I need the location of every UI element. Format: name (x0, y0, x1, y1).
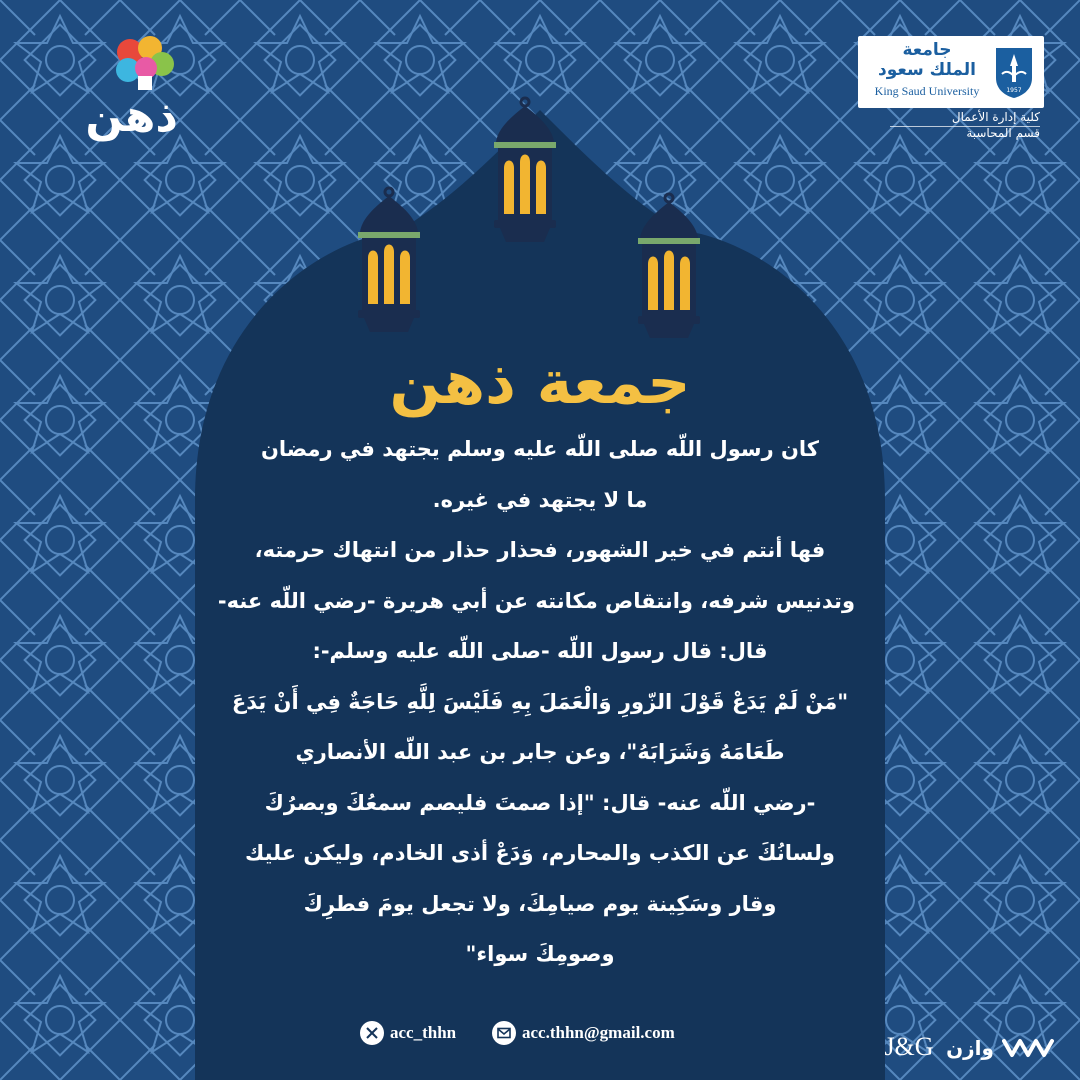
brain-puzzle-icon (108, 34, 178, 92)
ksu-english-name: King Saud University (874, 84, 980, 98)
wazn-mark-icon (1002, 1037, 1058, 1059)
ksu-logo-card (858, 36, 1044, 108)
email-address: acc.thhn@gmail.com (522, 1023, 675, 1042)
body-line: فها أنتم في خير الشهور، فحذار حذار من انتهاك حرمته، (254, 538, 826, 562)
body-line: طَعَامَهُ وَشَرَابَهُ"، وعن جابر بن عبد اللّه الأنصاري (295, 740, 785, 764)
body-line: ما لا يجتهد في غيره. (432, 487, 648, 512)
body-line: وصومِكَ سواء" (465, 942, 615, 966)
email-link[interactable] (492, 1016, 675, 1050)
lantern-left-icon (352, 186, 426, 336)
x-handle: acc_thhn (390, 1023, 457, 1042)
wazn-wordmark: وازن (946, 1036, 994, 1060)
wazn-logo (942, 1034, 1062, 1062)
thhn-wordmark: ذهن (85, 91, 178, 142)
body-line: "مَنْ لَمْ يَدَعْ قَوْلَ الزّورِ وَالْعَمَلَ بِهِ فَلَيْسَ لِلَّهِ حَاجَةٌ فِي أَنْ يَدَعَ (231, 689, 849, 714)
contact-bar (360, 1016, 720, 1050)
body-line: قال: قال رسول اللّه -صلى اللّه عليه وسلم-: (312, 639, 768, 663)
poster-title: جمعة ذهن (389, 348, 691, 418)
ksu-department-name: قسم المحاسبة (966, 126, 1040, 140)
x-logo-icon (360, 1021, 384, 1045)
ksu-college-name: كلية إدارة الأعمال (951, 110, 1040, 124)
body-line: -رضي اللّه عنه- قال: "إذا صمتَ فليصم سمعُكَ وبصرُكَ (264, 790, 816, 815)
ksu-arabic-line2: الملك سعود (878, 60, 976, 80)
body-line: ولسانُكَ عن الكذب والمحارم، وَدَعْ أذى الخادم، وليكن عليك (245, 841, 835, 865)
lantern-center-icon (488, 96, 562, 246)
x-handle-link[interactable] (360, 1016, 456, 1050)
lantern-right-icon (632, 192, 706, 342)
envelope-icon (492, 1021, 516, 1045)
body-line: كان رسول اللّه صلى اللّه عليه وسلم يجتهد في رمضان (261, 437, 819, 461)
jg-logo: J&G (884, 1032, 934, 1061)
ksu-crest-year: 1957 (1006, 87, 1022, 94)
ksu-crest-icon (992, 44, 1036, 100)
ksu-arabic-line1: جامعة (902, 40, 952, 60)
body-line: وقار وسَكِينة يوم صيامِكَ، ولا تجعل يومَ فطرِكَ (303, 891, 777, 916)
body-line: وتدنيس شرفه، وانتقاص مكانته عن أبي هريرة -رضي اللّه عنه- (217, 588, 855, 613)
body-text (217, 424, 855, 980)
thhn-logo (85, 34, 178, 144)
ksu-arabic-name (864, 40, 990, 80)
